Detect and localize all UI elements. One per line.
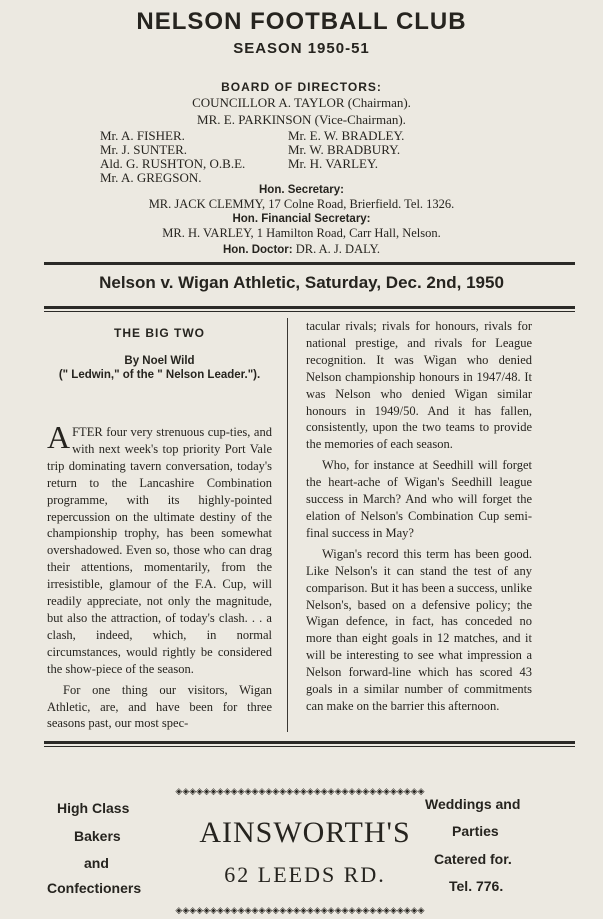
column-divider xyxy=(287,318,288,732)
director-name: Mr. A. GREGSON. xyxy=(100,170,202,185)
financial-secretary-heading: Hon. Financial Secretary: xyxy=(232,213,371,225)
rule-advert-top-thin xyxy=(44,746,575,747)
doctor-heading: Hon. Doctor: xyxy=(222,244,293,256)
advert-left-line: Confectioners xyxy=(47,880,142,896)
rule-advert-top xyxy=(44,741,575,744)
chairman-line: COUNCILLOR A. TAYLOR (Chairman). xyxy=(192,95,411,110)
article-byline xyxy=(47,354,272,382)
decorative-border-bottom: ◈◈◈◈◈◈◈◈◈◈◈◈◈◈◈◈◈◈◈◈◈◈◈◈◈◈◈◈◈◈◈◈◈◈◈◈ xyxy=(175,905,425,915)
article-paragraph-4: Wigan's record this term has been good. Like Nelson's it can stand the test of any comparison. But it has been a success, unlike Nelson's, based on a defensive policy; the Wigan defence, in fact, has conceded no more than eight goals in 12 matches, and it will be interesting to see what impression a Nelson forward-line which has scored 43 goals in a similar number of commitments can make on the barrier this afternoon. xyxy=(306,546,532,713)
season-label: SEASON 1950-51 xyxy=(233,40,370,57)
advert-right-line: Catered for. xyxy=(434,851,512,867)
advert-right-line: Weddings and xyxy=(425,796,521,812)
doctor-name: DR. A. J. DALY. xyxy=(295,242,381,256)
secretary-line: MR. JACK CLEMMY, 17 Colne Road, Brierfield. Tel. 1326. xyxy=(148,197,455,211)
rule-match-bottom-thin xyxy=(44,311,575,312)
vice-chairman-line: MR. E. PARKINSON (Vice-Chairman). xyxy=(197,112,406,127)
article-paragraph-2-start: For one thing our visitors, Wigan Athletic, are, and have been for three seasons past, our most spec- xyxy=(47,682,272,731)
secretary-heading: Hon. Secretary: xyxy=(258,184,344,196)
director-name: Mr. A. FISHER. xyxy=(100,128,185,143)
doctor-line xyxy=(0,242,603,257)
byline-author: By Noel Wild xyxy=(124,355,195,367)
director-name: Ald. G. RUSHTON, O.B.E. xyxy=(100,156,246,171)
director-name: Mr. H. VARLEY. xyxy=(288,156,378,171)
directors-right xyxy=(288,129,404,171)
advert-right-line: Tel. 776. xyxy=(449,878,504,894)
article-paragraph-3: Who, for instance at Seedhill will forget the heart-ache of Wigan's Seedhill league success in March? And who will forget the elation of Nelson's Combination Cup semi-final success in May? xyxy=(306,458,532,540)
advert-left-line: High Class xyxy=(57,800,130,816)
drop-cap: A xyxy=(47,419,71,455)
financial-secretary-line: MR. H. VARLEY, 1 Hamilton Road, Carr Hall, Nelson. xyxy=(162,226,441,240)
article-paragraph-2-end: tacular rivals; rivals for honours, rivals for national prestige, and rivals for League recognition. It was Wigan who denied Nelson championship honours in 1947/48. It was Nelson who denied Wigan similar honours in 1949/50. And it has fallen, consistently, upon the two teams to provide the memories of each season. xyxy=(306,319,532,452)
directors-left xyxy=(100,129,245,185)
byline-note: (" Ledwin," of the " Nelson Leader."). xyxy=(58,369,261,381)
article-column-left xyxy=(47,419,272,736)
director-name: Mr. W. BRADBURY. xyxy=(288,142,401,157)
advert-address: 62 LEEDS RD. xyxy=(224,862,386,887)
rule-top xyxy=(44,262,575,265)
advert-left-line: and xyxy=(84,855,109,871)
article-headline: THE BIG TWO xyxy=(114,326,205,340)
match-title: Nelson v. Wigan Athletic, Saturday, Dec. 2nd, 1950 xyxy=(99,273,504,292)
director-name: Mr. J. SUNTER. xyxy=(100,142,188,157)
article-paragraph-1: AFTER four very strenuous cup-ties, and with next week's top priority Port Vale trip dominating tavern conversation, today's return to the Lancashire Combination programme, with its highly-pointed repercussion on the ultimate destiny of the championship trophy, has been somewhat overshadowed. Even so, those who can drag their attentions, momentarily, from the irresistible, glamour of the F.A. Cup, will readily appreciate, not only the magnitude, but also the attraction, of today's clash. . . a clash, indeed, which, in normal circumstances, would rightly be considered the show-piece of the season. xyxy=(47,419,272,676)
advert-right-line: Parties xyxy=(452,823,499,839)
advert-left-line: Bakers xyxy=(74,828,121,844)
article-column-right xyxy=(306,318,532,719)
advert-business-name: AINSWORTH'S xyxy=(199,816,411,849)
director-name: Mr. E. W. BRADLEY. xyxy=(288,128,405,143)
board-heading: BOARD OF DIRECTORS: xyxy=(221,80,382,94)
club-title: NELSON FOOTBALL CLUB xyxy=(136,8,467,35)
rule-match-bottom xyxy=(44,306,575,309)
decorative-border-top: ◈◈◈◈◈◈◈◈◈◈◈◈◈◈◈◈◈◈◈◈◈◈◈◈◈◈◈◈◈◈◈◈◈◈◈◈ xyxy=(175,786,425,796)
